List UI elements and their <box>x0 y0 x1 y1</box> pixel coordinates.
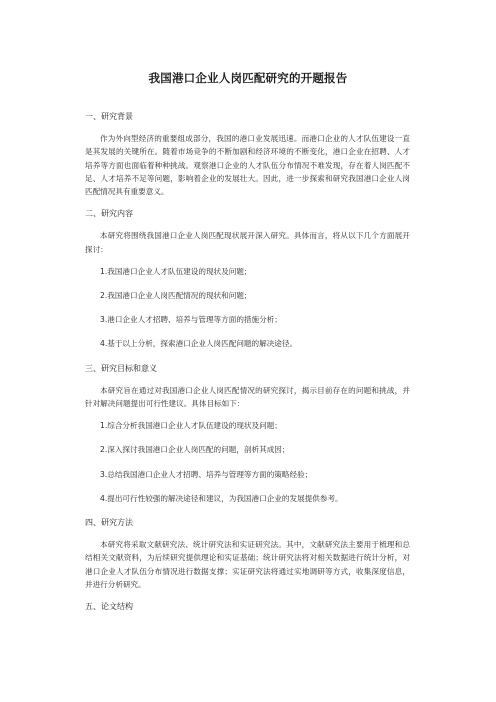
section-paragraph: 本研究将围绕我国港口企业人岗匹配现状展开深入研究。具体而言，将从以下几个方面展开探讨： <box>85 231 410 254</box>
list-item: 3.港口企业人才招聘、培养与管理等方面的措施分析； <box>100 315 282 325</box>
list-item: 1.我国港口企业人才队伍建设的现状及问题； <box>100 266 252 276</box>
section-heading-goals: 三、研究目标和意义 <box>85 363 157 373</box>
list-item: 1.综合分析我国港口企业人才队伍建设的现状及问题； <box>100 421 282 431</box>
list-item: 3.总结我国港口企业人才招聘、培养与管理等方面的策略经验； <box>100 469 313 479</box>
section-heading-content: 二、研究内容 <box>85 209 133 219</box>
document-title: 我国港口企业人岗匹配研究的开题报告 <box>148 71 348 85</box>
list-item: 2.我国港口企业人岗匹配情况的现状和问题； <box>100 291 252 301</box>
list-item: 4.提出可行性较强的解决途径和建议，为我国港口企业的发展提供参考。 <box>100 493 343 503</box>
section-paragraph: 作为外向型经济的重要组成部分，我国的港口业发展迅速。而港口企业的人才队伍建设一直是其发展的关键所在。随着市场竞争的不断加剧和经济环境的不断变化，港口企业在招聘、人才培养等方面也面临着种种挑战。观察港口企业的人才队伍分布情况不难发现，存在着人岗匹配不足、人才培养不足等问题，影响着企业的发展壮大。因此，进一步探索和研究我国港口企业人岗匹配情况具有重要意义。 <box>85 134 410 197</box>
section-heading-methods: 四、研究方法 <box>85 518 133 528</box>
list-item: 2.深入探讨我国港口企业人岗匹配的问题，剖析其成因； <box>100 445 290 455</box>
section-paragraph: 本研究旨在通过对我国港口企业人岗匹配情况的研究探讨，揭示目前存在的问题和挑战，并针对解决问题提出可行性建议。具体目标如下： <box>85 385 410 409</box>
list-item: 4.基于以上分析，探索港口企业人岗匹配问题的解决途径。 <box>100 339 298 349</box>
section-heading-structure: 五、论文结构 <box>85 602 133 612</box>
document-body <box>85 110 410 622</box>
section-paragraph: 本研究将采取文献研究法、统计研究法和实证研究法。其中，文献研究法主要用于梳理和总结相关文献资料，为后续研究提供理论和实证基础；统计研究法将对相关数据进行统计分析，对港口企业人才队伍分布情况进行数据支撑；实证研究法将通过实地调研等方式，收集深度信息，并进行分析研究。 <box>85 540 410 589</box>
section-heading-background: 一、研究背景 <box>85 112 133 121</box>
